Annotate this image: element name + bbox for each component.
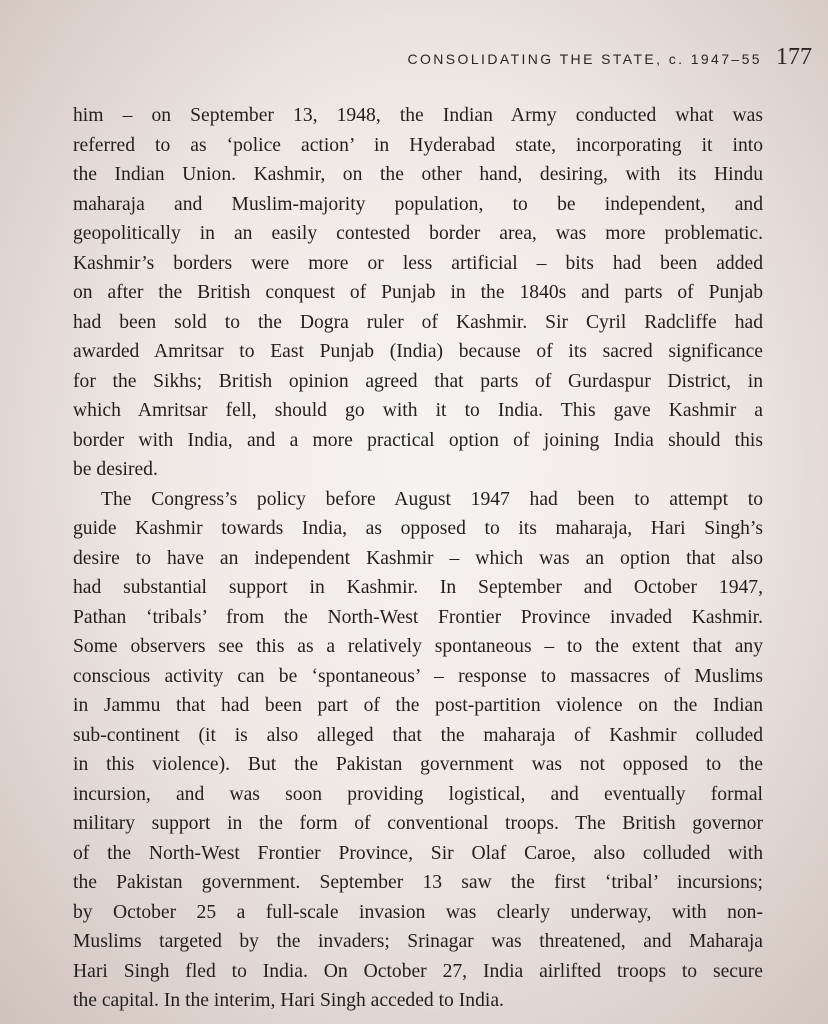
- text-line: of the North-West Frontier Province, Sir Olaf Caroe, also colluded with: [73, 842, 763, 864]
- text-line: on after the British conquest of Punjab in the 1840s and parts of Punjab: [73, 282, 763, 303]
- text-line: sub-continent (it is also alleged that the maharaja of Kashmir colluded: [73, 724, 763, 746]
- body-text: [73, 101, 763, 1016]
- text-line: Hari Singh fled to India. On October 27, India airlifted troops to secure: [73, 960, 763, 982]
- text-line: had been sold to the Dogra ruler of Kashmir. Sir Cyril Radcliffe had: [73, 311, 763, 333]
- text-line: in this violence). But the Pakistan government was not opposed to the: [73, 754, 763, 775]
- text-line: which Amritsar fell, should go with it to India. This gave Kashmir a: [73, 400, 763, 421]
- text-line: for the Sikhs; British opinion agreed that parts of Gurdaspur District, in: [73, 370, 763, 392]
- text-line: The Congress’s policy before August 1947 had been to attempt to: [101, 488, 763, 510]
- text-line: Some observers see this as a relatively spontaneous – to the extent that any: [73, 636, 763, 657]
- text-line: the capital. In the interim, Hari Singh acceded to India.: [73, 990, 504, 1011]
- text-line: referred to as ‘police action’ in Hyderabad state, incorporating it into: [73, 134, 763, 156]
- text-line: Kashmir’s borders were more or less artificial – bits had been added: [73, 252, 763, 274]
- text-line: geopolitically in an easily contested border area, was more problematic.: [73, 223, 763, 244]
- text-line: the Pakistan government. September 13 saw the first ‘tribal’ incursions;: [73, 872, 763, 893]
- running-header: [408, 44, 813, 71]
- running-header-title: CONSOLIDATING THE STATE, c. 1947–55: [407, 51, 762, 67]
- text-line: awarded Amritsar to East Punjab (India) because of its sacred significance: [73, 341, 763, 362]
- page-number: 177: [776, 44, 812, 70]
- text-line: had substantial support in Kashmir. In September and October 1947,: [73, 577, 763, 598]
- text-line: desire to have an independent Kashmir – which was an option that also: [73, 547, 763, 569]
- text-line: conscious activity can be ‘spontaneous’ – response to massacres of Muslims: [73, 665, 763, 687]
- text-line: Pathan ‘tribals’ from the North-West Frontier Province invaded Kashmir.: [73, 606, 763, 628]
- text-line: Muslims targeted by the invaders; Srinagar was threatened, and Maharaja: [73, 931, 763, 952]
- text-line: in Jammu that had been part of the post-partition violence on the Indian: [73, 695, 763, 716]
- text-line: guide Kashmir towards India, as opposed to its maharaja, Hari Singh’s: [73, 518, 763, 539]
- text-line: military support in the form of conventional troops. The British governor: [73, 813, 763, 834]
- text-line: incursion, and was soon providing logistical, and eventually formal: [73, 783, 763, 805]
- text-line: be desired.: [73, 459, 158, 480]
- text-line: by October 25 a full-scale invasion was clearly underway, with non-: [73, 901, 763, 923]
- text-line: maharaja and Muslim-majority population, to be independent, and: [73, 193, 763, 215]
- text-line: the Indian Union. Kashmir, on the other hand, desiring, with its Hindu: [73, 164, 763, 185]
- text-line: him – on September 13, 1948, the Indian Army conducted what was: [73, 105, 763, 126]
- text-line: border with India, and a more practical option of joining India should this: [73, 429, 763, 451]
